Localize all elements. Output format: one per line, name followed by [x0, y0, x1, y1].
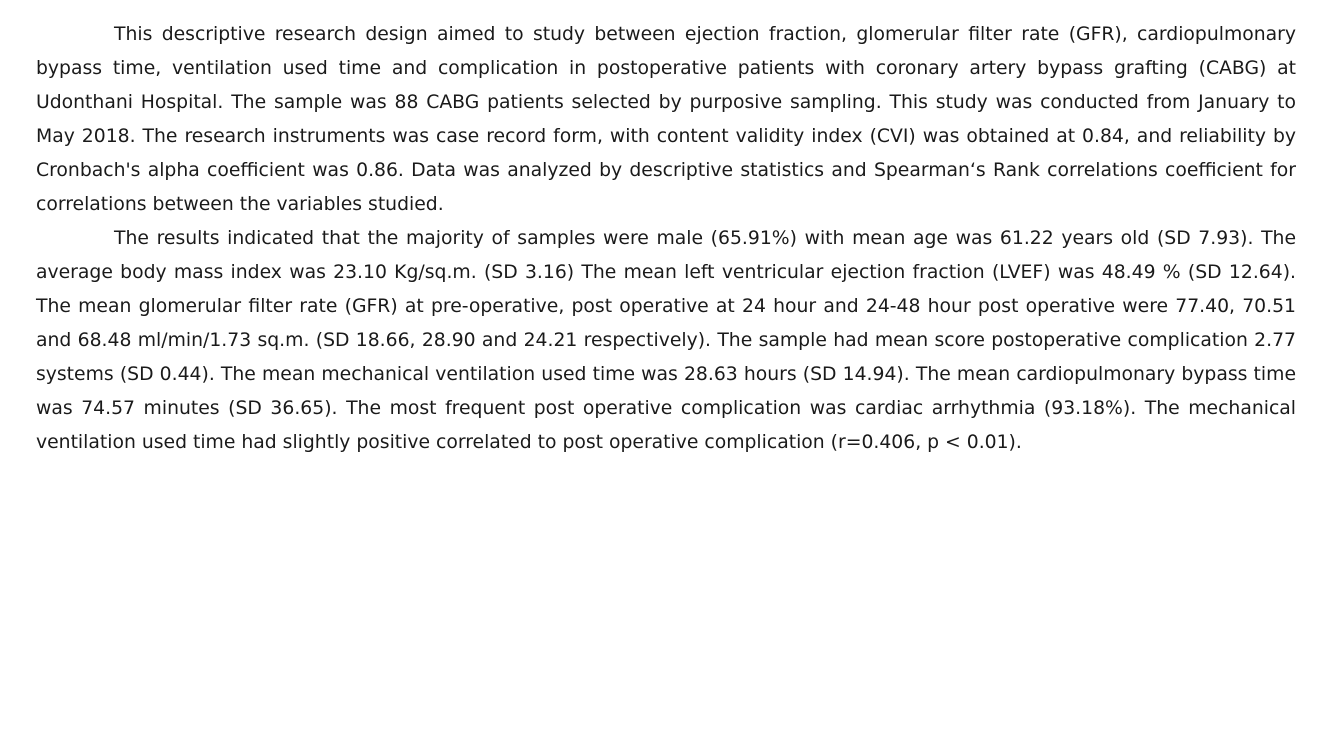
abstract-paragraph-results: The results indicated that the majority of samples were male (65.91%) with mean age was 61.22 years old (SD 7.93). The average body mass index was 23.10 Kg/sq.m. (SD 3.16) The mean left ventricular ejection fraction (LVEF) was 48.49 % (SD 12.64). The mean glomerular filter rate (GFR) at pre-operative, post operative at 24 hour and 24-48 hour post operative were 77.40, 70.51 and 68.48 ml/min/1.73 sq.m. (SD 18.66, 28.90 and 24.21 respectively). The sample had mean score postoperative complication 2.77 systems (SD 0.44). The mean mechanical ventilation used time was 28.63 hours (SD 14.94). The mean cardiopulmonary bypass time was 74.57 minutes (SD 36.65). The most frequent post operative complication was cardiac arrhythmia (93.18%). The mechanical ventilation used time had slightly positive correlated to post operative complication (r=0.406, p < 0.01).	[36, 228, 1296, 453]
document-body	[36, 18, 1296, 460]
abstract-paragraph-methods: This descriptive research design aimed to study between ejection fraction, glomerular filter rate (GFR), cardiopulmonary bypass time, ventilation used time and complication in postoperative patients with coronary artery bypass grafting (CABG) at Udonthani Hospital. The sample was 88 CABG patients selected by purposive sampling. This study was conducted from January to May 2018. The research instruments was case record form, with content validity index (CVI) was obtained at 0.84, and reliability by Cronbach's alpha coefficient was 0.86. Data was analyzed by descriptive statistics and Spearman‘s Rank correlations coefficient for correlations between the variables studied.	[36, 24, 1296, 215]
